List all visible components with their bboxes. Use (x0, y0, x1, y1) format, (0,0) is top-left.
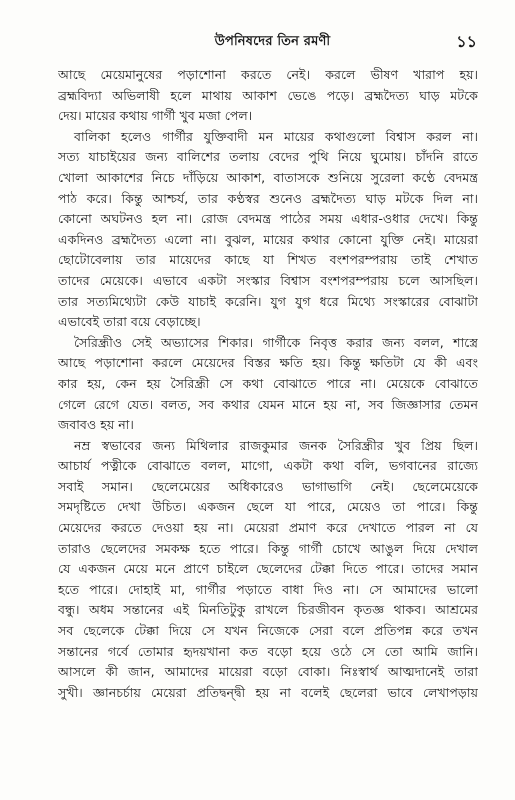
text-line: ছোটোবেলায় তার মায়েদের কাছে যা শিখত বংশপরম্পরায় তাই শেখাত (58, 252, 478, 268)
text-line: এভাবেই তারা বয়ে বেড়াচ্ছে। (58, 314, 201, 330)
paragraph (58, 65, 478, 127)
text-line: আছে পড়াশোনা করলে মেয়েদের বিস্তর ক্ষতি হয়। কিন্তু ক্ষতিটা যে কী এবং (58, 355, 478, 371)
text-line: তার সত্যমিথ্যেটা কেউ যাচাই করেনি। যুগ যুগ ধরে মিথ্যে সংস্কারের বোঝাটা (58, 293, 478, 309)
text-line: গেলে রেগে যেত। বলত, সব কথার যেমন মানে হয় না, সব জিজ্ঞাসার তেমন (58, 396, 478, 412)
paragraph (58, 127, 478, 333)
text-line: মেয়েদের করতে দেওয়া হয় না। মেয়েরা প্রমাণ করে দেখাতে পারল না যে (58, 520, 478, 536)
text-line: যে একজন মেয়ে মনে প্রাণে চাইলে ছেলেদের টেক্কা দিতে পারে। তাদের সমান (58, 561, 478, 577)
text-line: সমদৃষ্টিতে দেখা উচিত। একজন ছেলে যা পারে, মেয়েও তা পারে। কিন্তু (58, 499, 478, 515)
text-line: খোলা আকাশের নিচে দাঁড়িয়ে আকাশ, বাতাসকে শুনিয়ে সুরেলা কণ্ঠে বেদমন্ত্র (58, 169, 478, 185)
text-line: সব ছেলেকে টেক্কা দিয়ে সে যখন নিজেকে সেরা বলে প্রতিপন্ন করে তখন (58, 623, 478, 639)
text-line: সৈরিন্ধ্রীও সেই অভ্যাসের শিকার। গার্গীকে নিবৃত্ত করার জন্য বলল, শাস্ত্রে (74, 334, 478, 350)
text-line: একদিনও ব্রহ্মদৈত্য এলো না। বুঝল, মায়ের কথার কোনো যুক্তি নেই। মায়েরা (58, 231, 478, 247)
text-line: সত্য যাচাইয়ের জন্য বালিশের তলায় বেদের পুথি নিয়ে ঘুমোয়। চাঁদনি রাতে (58, 149, 478, 165)
text-line: বন্ধু। অধম সন্তানের এই মিনতিটুকু রাখলে চিরজীবন কৃতজ্ঞ থাকব। আশ্রমের (58, 602, 478, 618)
paragraph (58, 333, 478, 436)
text-line: কার হয়, কেন হয় সৈরিন্ধ্রী সে কথা বোঝাতে পারে না। মেয়েকে বোঝাতে (58, 375, 478, 391)
running-head (60, 30, 485, 54)
text-line: আসলে কী জান, আমাদের মায়েরা বড়ো বোকা। নিঃস্বার্থ আত্মদানেই তারা (58, 664, 478, 680)
text-line: নম্র স্বভাবের জন্য মিথিলার রাজকুমার জনক সৈরিন্ধ্রীর খুব প্রিয় ছিল। (74, 437, 478, 453)
running-title: উপনিষদের তিন রমণী (214, 34, 331, 49)
text-line: পাঠ করে। কিন্তু আশ্চর্য, তার কণ্ঠস্বর শুনেও ব্রহ্মদৈত্য ঘাড় মটকে দিল না। (58, 190, 478, 206)
text-line: দেয়। মায়ের কথায় গার্গী খুব মজা পেল। (58, 108, 253, 124)
paragraph (58, 436, 478, 704)
page-number: ১১ (456, 32, 477, 51)
text-line: সবাই সমান। ছেলেমেয়ের অধিকারেও ভাগাভাগি নেই। ছেলেমেয়েকে (58, 478, 478, 494)
text-line: আছে মেয়েমানুষের পড়াশোনা করতে নেই। করলে ভীষণ খারাপ হয়। (58, 67, 478, 82)
body-text (58, 65, 478, 703)
text-line: ব্রহ্মবিদ্যা অভিলাষী হলে মাথায় আকাশ ভেঙে পড়ে। ব্রহ্মদৈত্য ঘাড় মটকে (58, 87, 478, 103)
text-line: হতে পারে। দোহাই মা, গার্গীর পড়াতে বাধা দিও না। সে আমাদের ভালো (58, 581, 478, 597)
text-line: তাদের মেয়েকে। এভাবে একটা সংস্কার বিশ্বাস বংশপরম্পরায় চলে আসছিল। (58, 272, 478, 288)
text-line: তারাও ছেলেদের সমকক্ষ হতে পারে। কিন্তু গার্গী চোখে আঙুল দিয়ে দেখাল (58, 540, 478, 556)
text-line: জবাবও হয় না। (58, 417, 134, 433)
text-line: আচার্য পত্নীকে বোঝাতে বলল, মাগো, একটা কথা বলি, ভগবানের রাজ্যে (58, 458, 478, 474)
text-line: বালিকা হলেও গার্গীর যুক্তিবাদী মন মায়ের কথাগুলো বিশ্বাস করল না। (74, 128, 478, 144)
text-line: সুখী। জ্ঞানচর্চায় মেয়েরা প্রতিদ্বন্দ্বী হয় না বলেই ছেলেরা ভাবে লেখাপড়ায় (58, 684, 478, 700)
text-line: সন্তানের গর্বে তোমার হৃদয়খানা কত বড়ো হয়ে ওঠে সে তো আমি জানি। (58, 643, 478, 659)
text-line: কোনো অঘটনও হল না। রোজ বেদমন্ত্র পাঠের সময় এধার-ওধার দেখে। কিন্তু (58, 211, 478, 227)
